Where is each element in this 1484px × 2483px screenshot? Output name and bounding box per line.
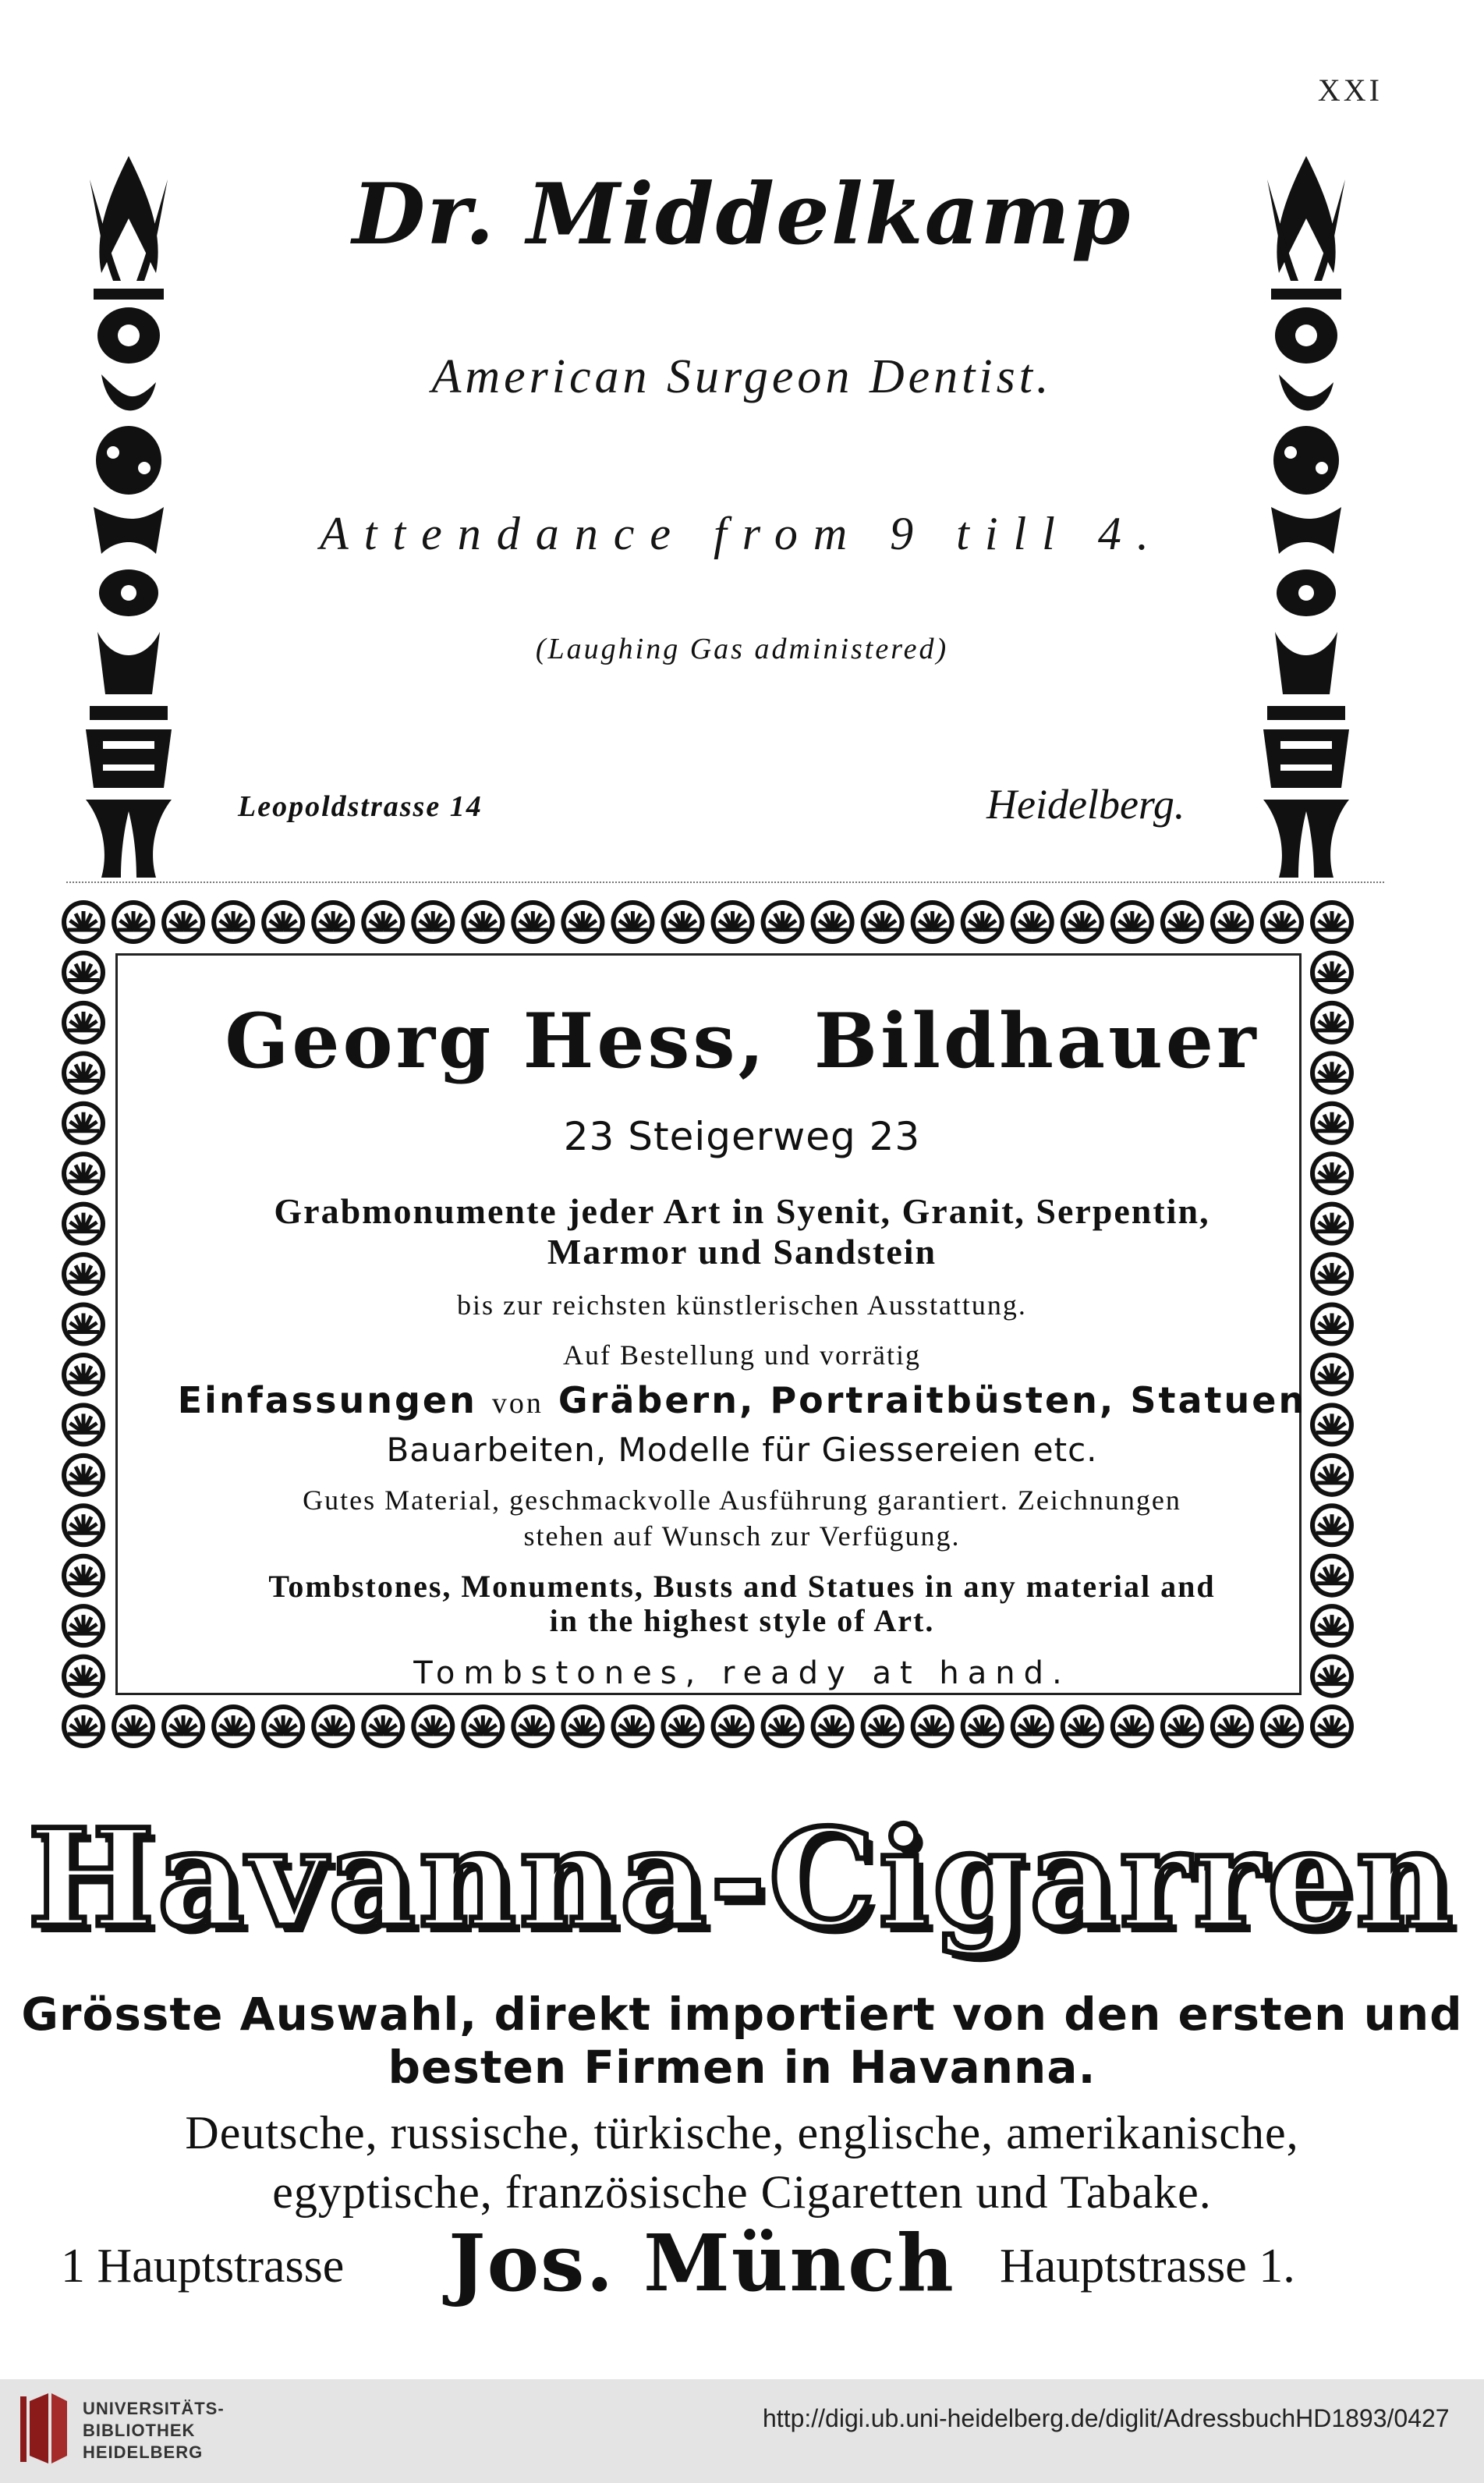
sculptor-line-1: Grabmonumente jeder Art in Syenit, Granit, Serpentin, <box>274 1191 1210 1231</box>
sculptor-line-5 <box>0 1379 1484 1421</box>
frame-palmette <box>861 900 905 944</box>
sculptor-line-10: in the highest style of Art. <box>549 1603 935 1638</box>
frame-palmette <box>62 900 105 944</box>
frame-palmette <box>461 900 505 944</box>
cigar-line-1: Grösste Auswahl, direkt importiert von den ersten und <box>21 1988 1463 2041</box>
cigar-address-right: Hauptstrasse 1. <box>1000 2240 1295 2293</box>
frame-palmette <box>1061 1704 1104 1748</box>
sculptor-name <box>0 997 1484 1085</box>
cigar-headline: Havanna-Cigarren <box>27 1799 1457 1957</box>
sculptor-line-9: Tombstones, Monuments, Busts and Statues in any material and <box>268 1569 1216 1604</box>
frame-palmette <box>1210 900 1254 944</box>
frame-palmette <box>361 900 405 944</box>
frame-palmette <box>711 1704 755 1748</box>
cigar-owner: Jos. Münch <box>448 2217 955 2309</box>
frame-palmette <box>961 1704 1004 1748</box>
sculptor-line-6: Bauarbeiten, Modelle für Giessereien etc. <box>386 1431 1098 1469</box>
frame-palmette <box>311 900 355 944</box>
cigar-line-4: egyptische, französische Cigaretten und Tabake. <box>272 2166 1212 2218</box>
frame-palmette <box>261 1704 305 1748</box>
frame-palmette <box>561 1704 604 1748</box>
frame-palmette <box>112 900 155 944</box>
frame-palmette <box>661 900 704 944</box>
dentist-name: Dr. Middelkamp <box>352 165 1132 264</box>
frame-palmette <box>1310 900 1354 944</box>
sculptor-line-11: Tombstones, ready at hand. <box>413 1655 1071 1691</box>
sculptor-name-main: Georg Hess, <box>225 997 767 1085</box>
library-name-line-3: HEIDELBERG <box>83 2442 204 2462</box>
frame-palmette <box>961 900 1004 944</box>
frame-palmette <box>411 900 455 944</box>
library-name-line-2: BIBLIOTHEK <box>83 2421 196 2440</box>
frame-palmette <box>1160 900 1204 944</box>
frame-palmette <box>911 900 955 944</box>
library-name[interactable] <box>83 2398 225 2463</box>
frame-palmette <box>311 1704 355 1748</box>
frame-palmette <box>611 1704 654 1748</box>
frame-palmette <box>1011 900 1054 944</box>
frame-palmette <box>661 1704 704 1748</box>
frame-palmette <box>62 1704 105 1748</box>
frame-palmette <box>511 1704 554 1748</box>
frame-palmette <box>811 900 855 944</box>
frame-palmette <box>112 1704 155 1748</box>
frame-palmette <box>861 1704 905 1748</box>
frame-palmette <box>611 900 654 944</box>
frame-palmette <box>62 950 105 994</box>
frame-palmette <box>561 900 604 944</box>
divider-rule <box>66 881 1384 883</box>
frame-palmette <box>211 900 255 944</box>
dentist-title: American Surgeon Dentist. <box>431 350 1053 403</box>
page-number: XXI <box>1317 73 1383 108</box>
frame-palmette <box>1160 1704 1204 1748</box>
dentist-address: Leopoldstrasse 14 <box>238 790 483 823</box>
sculptor-line-5-a: Einfassungen <box>177 1379 477 1421</box>
sculptor-line-7: Gutes Material, geschmackvolle Ausführung garantiert. Zeichnungen <box>303 1484 1181 1516</box>
dentist-city: Heidelberg. <box>986 781 1185 828</box>
sculptor-line-5-b: von <box>491 1387 544 1420</box>
sculptor-line-2: Marmor und Sandstein <box>547 1232 937 1272</box>
sculptor-line-3: bis zur reichsten künstlerischen Ausstattung. <box>457 1289 1027 1321</box>
frame-palmette <box>411 1704 455 1748</box>
frame-palmette <box>761 1704 805 1748</box>
sculptor-line-4: Auf Bestellung und vorrätig <box>563 1339 921 1371</box>
frame-palmette <box>261 900 305 944</box>
sculptor-address: 23 Steigerweg 23 <box>563 1114 921 1159</box>
library-logo-icon[interactable] <box>16 2390 72 2467</box>
frame-palmette <box>1011 1704 1054 1748</box>
dentist-note: (Laughing Gas administered) <box>535 633 949 665</box>
dentist-hours: Attendance from 9 till 4. <box>320 508 1164 559</box>
frame-palmette <box>461 1704 505 1748</box>
frame-palmette <box>1310 950 1354 994</box>
library-name-line-1: UNIVERSITÄTS- <box>83 2399 225 2418</box>
sculptor-line-5-c: Gräbern, Portraitbüsten, Statuen <box>558 1379 1307 1421</box>
frame-palmette <box>211 1704 255 1748</box>
frame-palmette <box>1110 900 1154 944</box>
sculptor-line-8: stehen auf Wunsch zur Verfügung. <box>523 1520 961 1552</box>
frame-palmette <box>511 900 554 944</box>
frame-palmette <box>1061 900 1104 944</box>
cigar-line-2: besten Firmen in Havanna. <box>388 2041 1096 2094</box>
frame-palmette <box>811 1704 855 1748</box>
frame-palmette <box>361 1704 405 1748</box>
frame-palmette <box>711 900 755 944</box>
frame-palmette <box>161 1704 205 1748</box>
frame-palmette <box>761 900 805 944</box>
frame-palmette <box>1210 1704 1254 1748</box>
frame-palmette <box>1260 1704 1304 1748</box>
frame-palmette <box>1260 900 1304 944</box>
frame-palmette <box>161 900 205 944</box>
frame-palmette <box>911 1704 955 1748</box>
source-url-link[interactable]: http://digi.ub.uni-heidelberg.de/diglit/AdressbuchHD1893/0427 <box>763 2404 1450 2432</box>
frame-palmette <box>1310 1704 1354 1748</box>
sculptor-profession: Bildhauer <box>813 997 1259 1085</box>
cigar-line-3: Deutsche, russische, türkische, englische, amerikanische, <box>185 2107 1299 2158</box>
frame-palmette <box>1110 1704 1154 1748</box>
cigar-address-left: 1 Hauptstrasse <box>61 2240 345 2293</box>
